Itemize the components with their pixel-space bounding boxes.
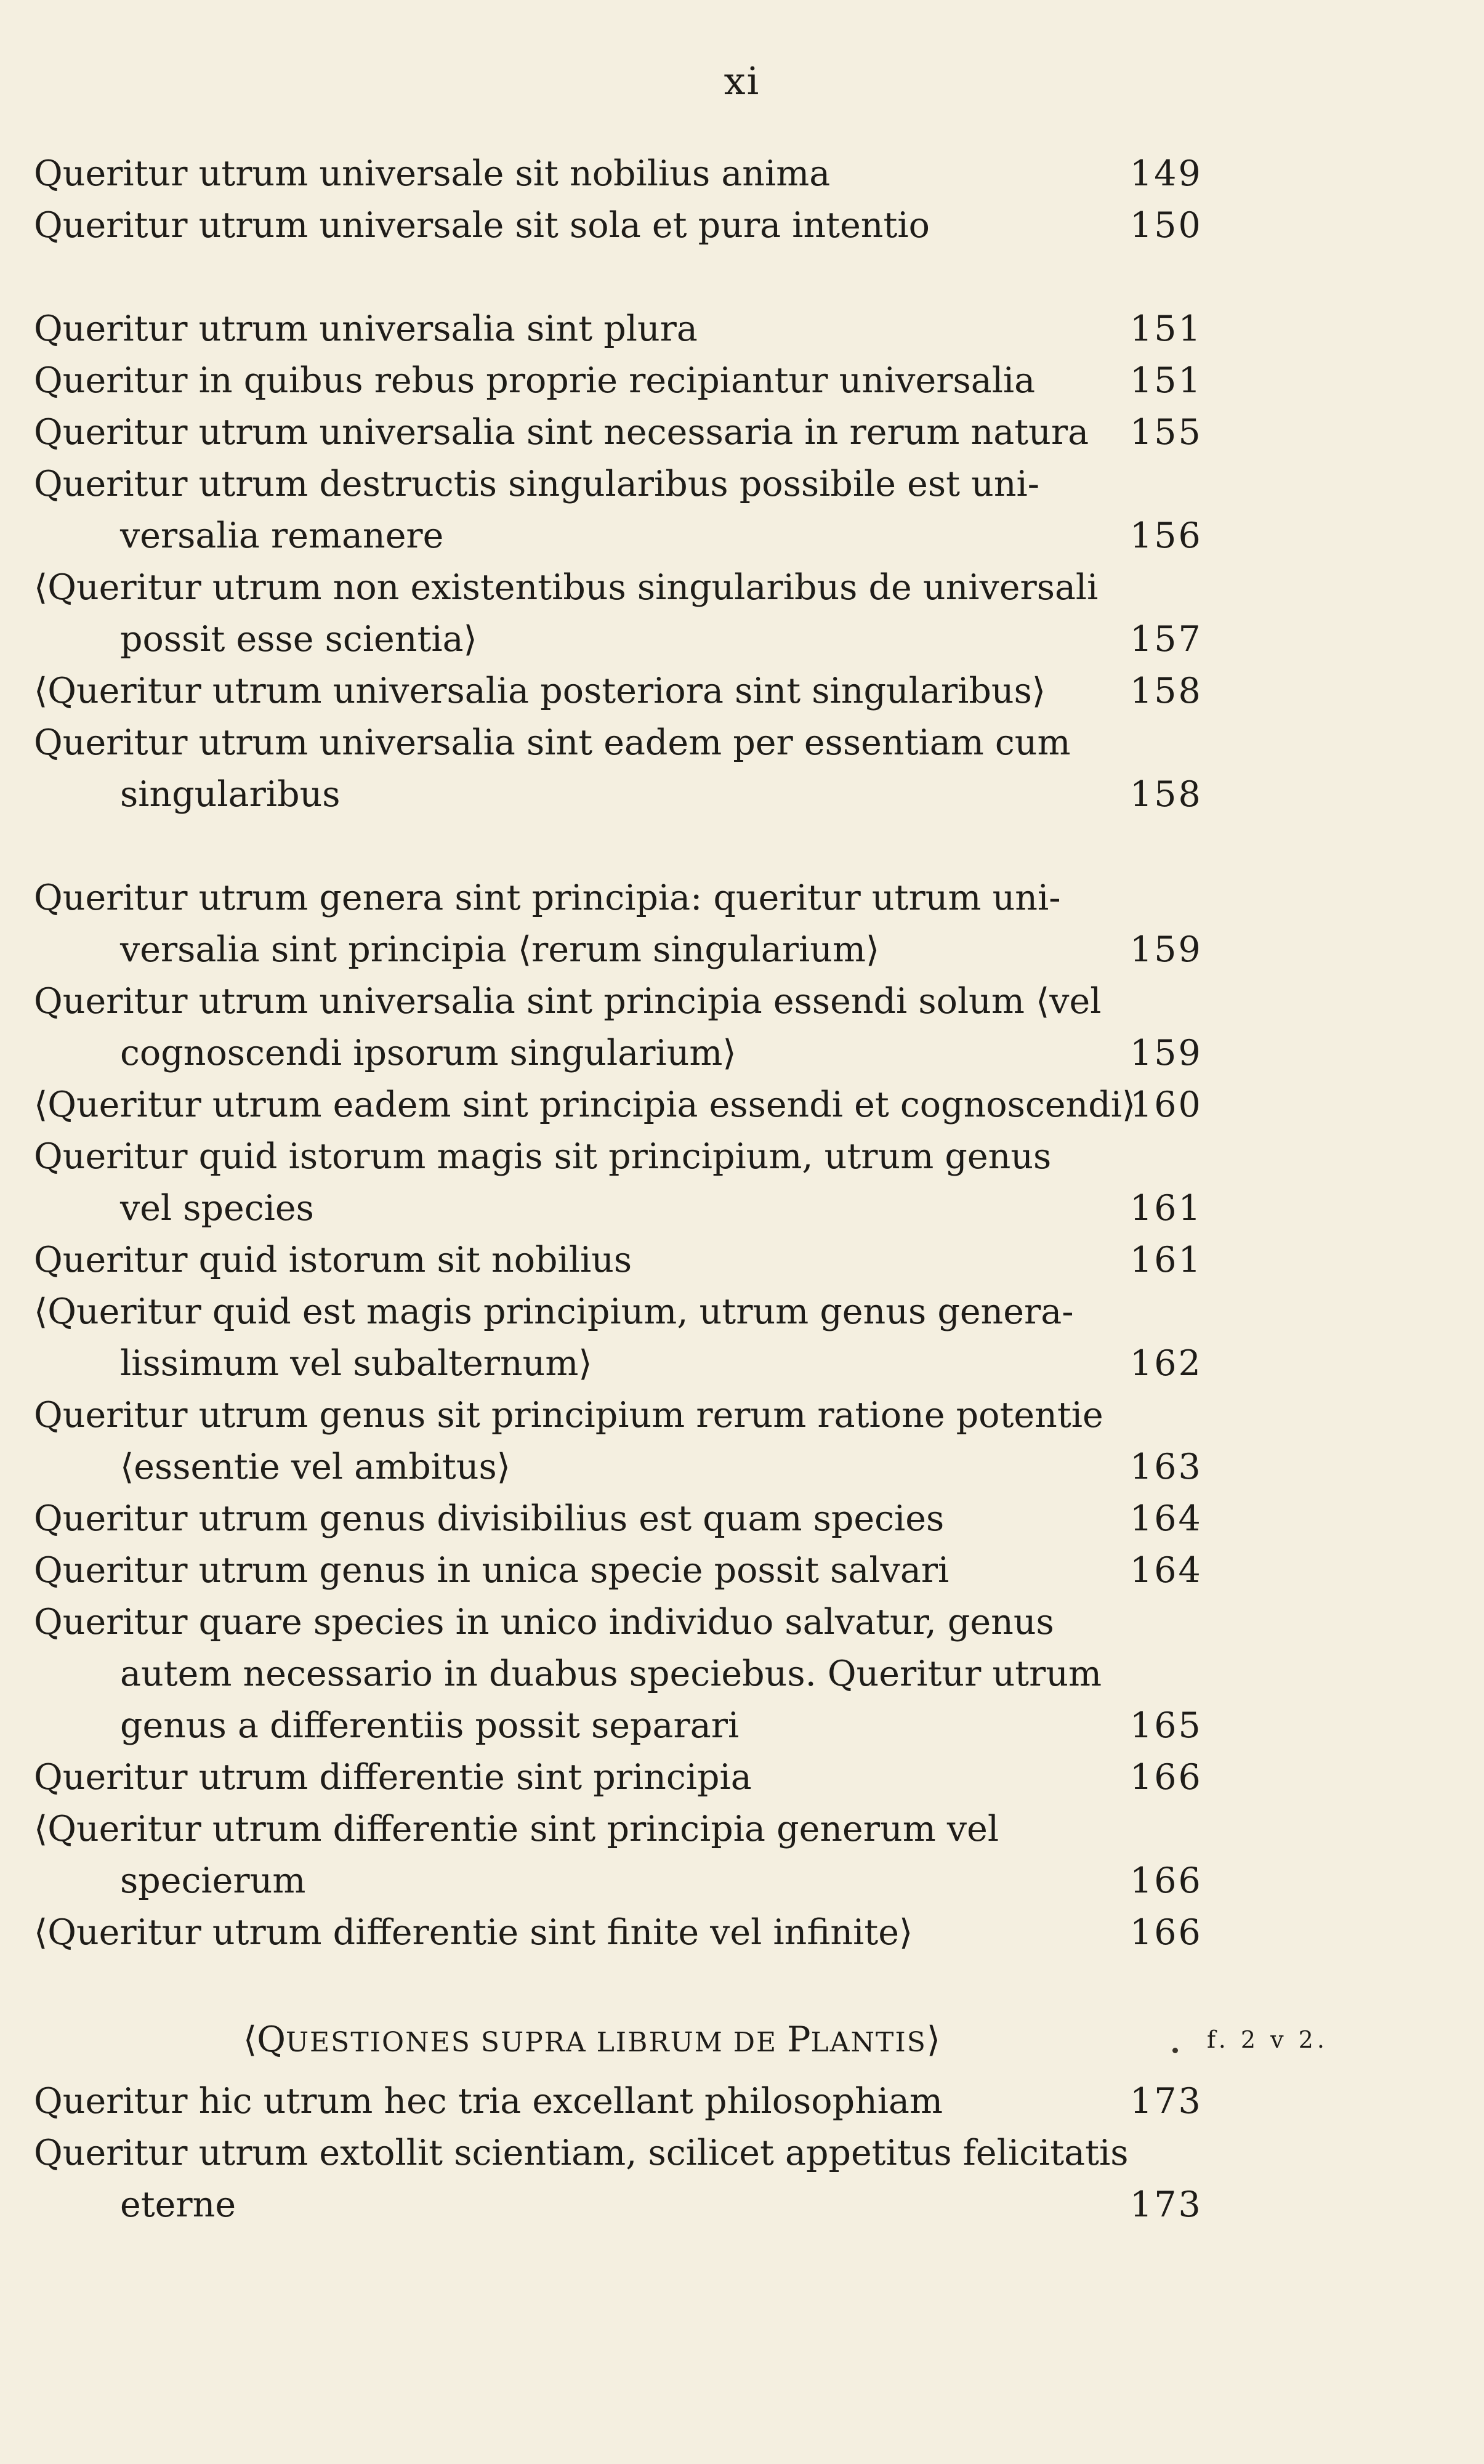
toc-entry-text: genus a differentiis possit separari — [120, 1705, 740, 1746]
toc-entry-text: Queritur utrum universalia sint necessaria in rerum natura — [34, 412, 1089, 453]
toc-entry — [34, 1596, 1198, 1648]
toc-entry-text: Queritur utrum universale sit sola et pura intentio — [34, 205, 930, 246]
toc-entry-continuation — [34, 769, 1203, 820]
toc-entry-text: ⟨Queritur utrum universalia posteriora sint singularibus⟩ — [34, 671, 1046, 711]
toc-entry-text: ⟨Queritur utrum eadem sint principia essendi et cognoscendi⟩ — [34, 1085, 1136, 1125]
toc-entry — [34, 200, 1203, 251]
toc-entry-continuation — [34, 1700, 1203, 1751]
toc-entry-text: Queritur utrum universalia sint plura — [34, 309, 698, 349]
toc-entry — [34, 1389, 1198, 1441]
toc-entry — [34, 1907, 1203, 1958]
toc-entry — [34, 665, 1203, 717]
page-number: xi — [724, 59, 760, 103]
toc-entry-text: Queritur quid istorum magis sit principium, utrum genus — [34, 1136, 1052, 1177]
toc-entry-page: 159 — [1130, 1033, 1203, 1073]
toc-entry-page: 162 — [1130, 1343, 1203, 1384]
toc-entry-text: Queritur utrum genus in unica specie possit salvari — [34, 1550, 950, 1591]
toc-entry — [34, 2075, 1203, 2127]
toc-entry-text: Queritur hic utrum hec tria excellant philosophiam — [34, 2081, 943, 2122]
toc-entry-text: ⟨essentie vel ambitus⟩ — [120, 1447, 511, 1487]
toc-entry — [34, 1131, 1198, 1182]
toc-entry-page: 160 — [1130, 1085, 1203, 1125]
toc-entry — [34, 148, 1203, 200]
toc-entry — [34, 976, 1198, 1027]
toc-entry-page: 151 — [1130, 309, 1203, 349]
toc-entry-text: vel species — [120, 1188, 314, 1229]
toc-entry-page: 166 — [1130, 1860, 1203, 1901]
toc-entry-page: 155 — [1130, 412, 1203, 453]
toc-entry — [34, 717, 1198, 769]
toc-entry-page: 158 — [1130, 774, 1203, 815]
toc-entry-page: 164 — [1130, 1550, 1203, 1591]
toc-entry — [34, 1286, 1198, 1338]
toc-entry-page: 158 — [1130, 671, 1203, 711]
toc-entry-continuation — [34, 924, 1203, 976]
toc-entry-text: ⟨Queritur utrum non existentibus singularibus de universali — [34, 567, 1099, 608]
toc-entry — [34, 562, 1198, 613]
toc-entry — [34, 1493, 1203, 1545]
toc-entry-text: singularibus — [120, 774, 341, 815]
toc-entry-text: Queritur quid istorum sit nobilius — [34, 1240, 632, 1280]
toc-entry-text: ⟨Queritur utrum differentie sint finite vel infinite⟩ — [34, 1912, 913, 1953]
toc-entry-text: versalia sint principia ⟨rerum singularium⟩ — [120, 929, 880, 970]
toc-entry — [34, 1751, 1203, 1803]
toc-entry-text: Queritur utrum genus divisibilius est quam species — [34, 1498, 945, 1539]
toc-entry-page: 164 — [1130, 1498, 1203, 1539]
heading-open: ⟨Q — [243, 2019, 286, 2060]
toc-entry-page: 156 — [1130, 515, 1203, 556]
toc-entry-text: Queritur utrum universale sit nobilius anima — [34, 153, 831, 194]
heading-smallcaps-2: LANTIS — [810, 2027, 927, 2058]
toc-entry-page: 151 — [1130, 360, 1203, 401]
toc-entry-page: 173 — [1130, 2184, 1203, 2225]
toc-entry-text: autem necessario in duabus speciebus. Queritur utrum — [120, 1654, 1102, 1694]
toc-entry — [34, 406, 1203, 458]
toc-entry-text: eterne — [120, 2184, 236, 2225]
toc-entry — [34, 2127, 1198, 2179]
toc-entry-text: possit esse scientia⟩ — [120, 619, 477, 660]
toc-entry — [34, 458, 1198, 510]
toc-entry-page: 161 — [1130, 1240, 1203, 1280]
toc-entry-page: 163 — [1130, 1447, 1203, 1487]
toc-entry-text: Queritur utrum extollit scientiam, scilicet appetitus felicitatis — [34, 2133, 1129, 2173]
margin-dot — [1172, 2048, 1178, 2053]
toc-entry-text: ⟨Queritur quid est magis principium, utrum genus genera- — [34, 1291, 1074, 1332]
toc-entry-continuation — [34, 1027, 1203, 1079]
toc-entry — [34, 1079, 1203, 1131]
toc-entry — [34, 303, 1203, 355]
toc-entry-page: 161 — [1130, 1188, 1203, 1229]
toc-entry-continuation — [34, 1441, 1203, 1493]
toc-entry-page: 166 — [1130, 1912, 1203, 1953]
toc-entry — [34, 1803, 1198, 1855]
toc-entry-text: Queritur in quibus rebus proprie recipiantur universalia — [34, 360, 1036, 401]
toc-entry-text: ⟨Queritur utrum differentie sint principia generum vel — [34, 1809, 999, 1849]
toc-entry — [34, 872, 1198, 924]
heading-capital: P — [787, 2019, 811, 2060]
toc-entry-continuation — [34, 613, 1203, 665]
toc-entry — [34, 1545, 1203, 1596]
toc-entry-page: 150 — [1130, 205, 1203, 246]
toc-entry-page: 149 — [1130, 153, 1203, 194]
toc-entry-text: cognoscendi ipsorum singularium⟩ — [120, 1033, 736, 1073]
toc-entry-text: specierum — [120, 1860, 306, 1901]
toc-entry-page: 166 — [1130, 1757, 1203, 1798]
heading-close: ⟩ — [926, 2019, 941, 2060]
heading-smallcaps-1: UESTIONES SUPRA LIBRUM DE — [285, 2027, 788, 2058]
toc-entry-text: versalia remanere — [120, 515, 444, 556]
folio-reference: f. 2 v 2. — [1207, 2026, 1328, 2053]
toc-entry-continuation — [34, 2179, 1203, 2231]
toc-entry-page: 173 — [1130, 2081, 1203, 2122]
toc-entry-text: Queritur utrum genera sint principia: queritur utrum uni- — [34, 878, 1061, 918]
toc-entry-continuation — [34, 510, 1203, 562]
toc-entry-text: Queritur utrum genus sit principium rerum ratione potentie — [34, 1395, 1103, 1436]
toc-entry-page: 159 — [1130, 929, 1203, 970]
toc-entry-text: Queritur utrum universalia sint eadem per essentiam cum — [34, 722, 1071, 763]
toc-entry-continuation — [34, 1855, 1203, 1907]
toc-entry-continuation — [34, 1338, 1203, 1389]
toc-entry-text: Queritur quare species in unico individuo salvatur, genus — [34, 1602, 1054, 1642]
toc-entry-text: lissimum vel subalternum⟩ — [120, 1343, 592, 1384]
toc-entry — [34, 355, 1203, 406]
toc-entry-text: Queritur utrum universalia sint principia essendi solum ⟨vel — [34, 981, 1102, 1022]
section-heading — [243, 2014, 940, 2066]
toc-entry — [34, 1234, 1203, 1286]
toc-entry-continuation — [34, 1182, 1203, 1234]
toc-entry-text: Queritur utrum destructis singularibus possibile est uni- — [34, 464, 1040, 504]
toc-entry-text: Queritur utrum differentie sint principia — [34, 1757, 752, 1798]
toc-entry-page: 165 — [1130, 1705, 1203, 1746]
toc-entry-page: 157 — [1130, 619, 1203, 660]
toc-entry-continuation — [34, 1648, 1198, 1700]
